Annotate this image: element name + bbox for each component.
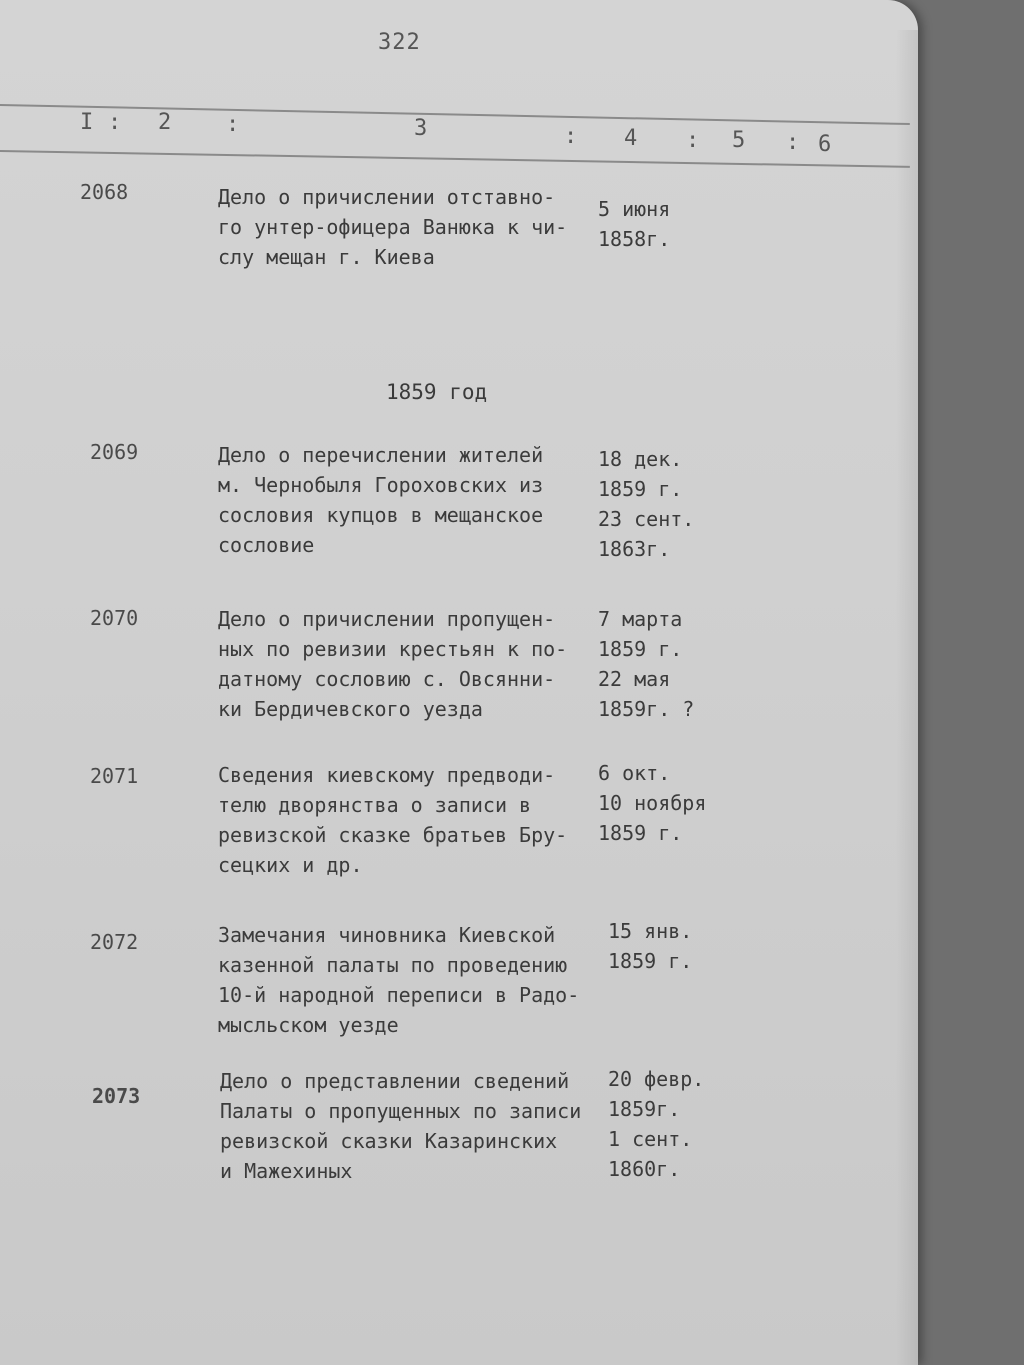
title-line: казенной палаты по проведению <box>218 953 568 977</box>
title-line: Дело о причислении пропущен- <box>218 607 556 631</box>
date-line: 1 сент. <box>608 1127 693 1151</box>
entry-dates <box>598 444 694 564</box>
date-line: 1863г. <box>598 537 671 561</box>
title-line: и Мажехиных <box>220 1159 353 1183</box>
entry-title <box>218 182 567 272</box>
date-line: 1858г. <box>598 227 671 251</box>
entry-title <box>218 920 579 1040</box>
title-line: мысльском уезде <box>218 1013 399 1037</box>
entry-title <box>218 440 543 560</box>
page-edge-shadow <box>896 30 918 1365</box>
entry-number: 2073 <box>92 1084 141 1108</box>
entry-dates <box>608 1064 704 1184</box>
date-line: 1859г. ? <box>598 697 695 721</box>
date-line: 6 окт. <box>598 761 671 785</box>
entry-dates <box>598 194 670 254</box>
page-number: 322 <box>378 30 421 55</box>
entry-number: 2072 <box>90 930 139 954</box>
column-header-5: 5 <box>732 128 746 153</box>
column-header-1: I <box>80 110 94 135</box>
title-line: слу мещан г. Киева <box>218 245 435 269</box>
column-separator: : <box>786 130 800 155</box>
entry-title <box>218 604 567 724</box>
date-line: 1860г. <box>608 1157 681 1181</box>
title-line: Дело о причислении отставно- <box>218 185 556 209</box>
date-line: 1859 г. <box>608 949 693 973</box>
title-line: сецких и др. <box>218 853 363 877</box>
entry-dates <box>598 758 706 848</box>
column-separator: : <box>686 128 700 153</box>
date-line: 10 ноября <box>598 791 707 815</box>
date-line: 15 янв. <box>608 919 693 943</box>
title-line: телю дворянства о записи в <box>218 793 532 817</box>
date-line: 18 дек. <box>598 447 683 471</box>
date-line: 1859 г. <box>598 821 683 845</box>
date-line: 1859 г. <box>598 637 683 661</box>
column-separator: : <box>564 124 578 149</box>
title-line: ревизской сказке братьев Бру- <box>218 823 568 847</box>
date-line: 5 июня <box>598 197 671 221</box>
title-line: ки Бердичевского уезда <box>218 697 483 721</box>
entry-number: 2069 <box>90 440 139 464</box>
column-header-2: 2 <box>158 110 172 135</box>
date-line: 7 марта <box>598 607 683 631</box>
column-header-4: 4 <box>624 126 638 151</box>
entry-title <box>220 1066 581 1186</box>
entry-number: 2068 <box>80 180 129 204</box>
title-line: м. Чернобыля Гороховских из <box>218 473 544 497</box>
header-rule-bottom <box>0 150 910 168</box>
date-line: 1859г. <box>608 1097 681 1121</box>
entry-number: 2071 <box>90 764 139 788</box>
title-line: Дело о перечислении жителей <box>218 443 544 467</box>
title-line: го унтер-офицера Ванюка к чи- <box>218 215 568 239</box>
date-line: 20 февр. <box>608 1067 705 1091</box>
year-heading: 1859 год <box>386 380 488 404</box>
date-line: 23 сент. <box>598 507 695 531</box>
title-line: Замечания чиновника Киевской <box>218 923 556 947</box>
title-line: датному сословию с. Овсянни- <box>218 667 556 691</box>
title-line: ревизской сказки Казаринских <box>220 1129 558 1153</box>
title-line: Палаты о пропущенных по записи <box>220 1099 582 1123</box>
column-separator: : <box>226 112 240 137</box>
column-header-6: 6 <box>818 132 832 157</box>
entry-number: 2070 <box>90 606 139 630</box>
header-rule-top <box>0 104 910 125</box>
title-line: сословия купцов в мещанское <box>218 503 544 527</box>
title-line: Дело о представлении сведений <box>220 1069 570 1093</box>
date-line: 22 мая <box>598 667 671 691</box>
date-line: 1859 г. <box>598 477 683 501</box>
title-line: сословие <box>218 533 315 557</box>
title-line: ных по ревизии крестьян к по- <box>218 637 568 661</box>
title-line: Сведения киевскому предводи- <box>218 763 556 787</box>
entry-dates <box>598 604 694 724</box>
column-separator: : <box>108 110 122 135</box>
entry-title <box>218 760 567 880</box>
title-line: 10-й народной переписи в Радо- <box>218 983 580 1007</box>
column-header-3: 3 <box>414 116 428 141</box>
entry-dates <box>608 916 692 976</box>
